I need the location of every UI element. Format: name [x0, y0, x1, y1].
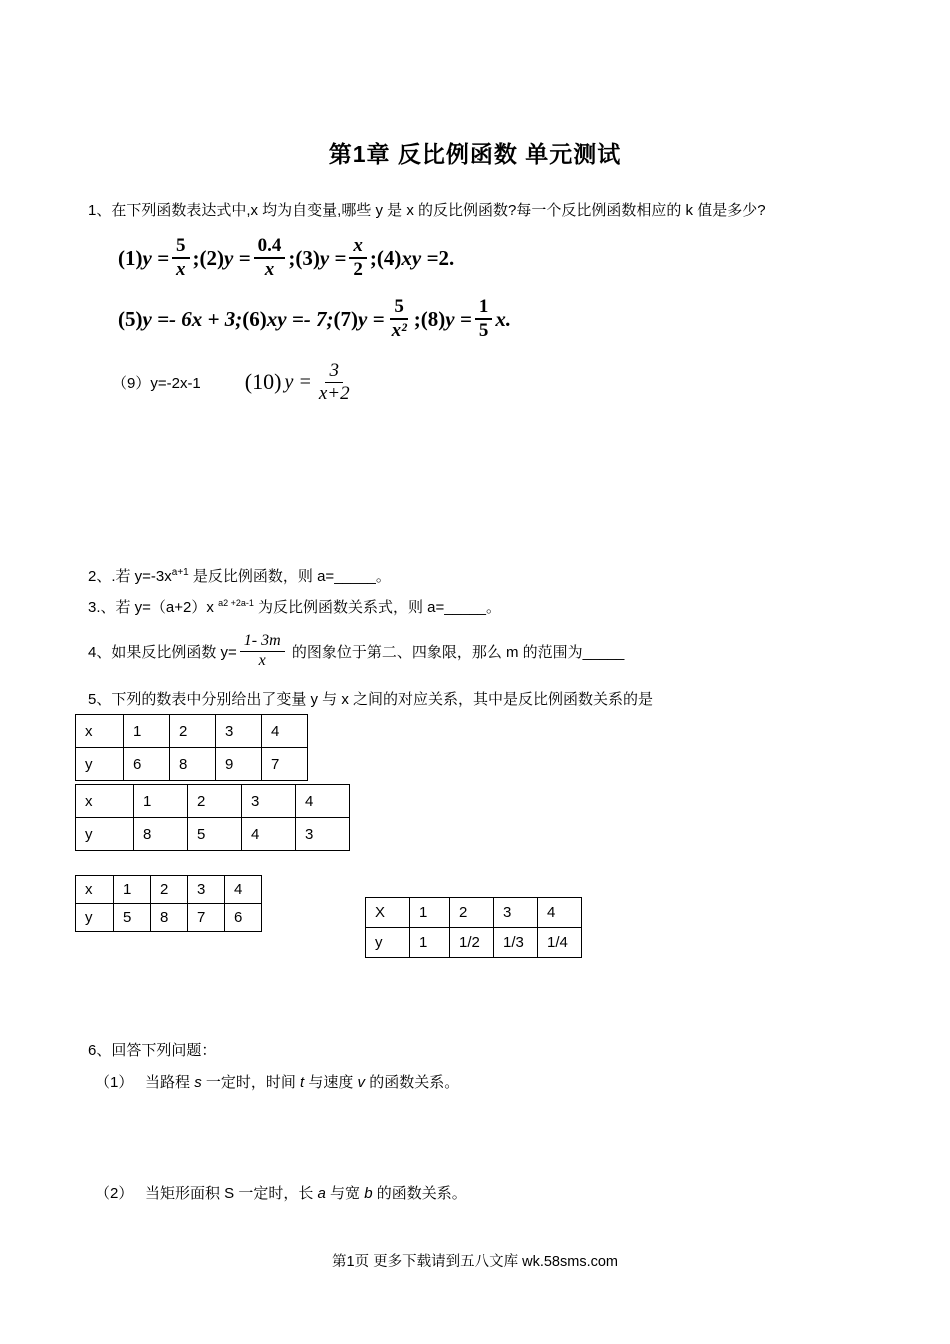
variable-b: b [364, 1185, 373, 1202]
formula-label: (5) [118, 306, 143, 331]
fraction-numerator: x [349, 235, 367, 259]
fraction-denominator: x [264, 259, 275, 280]
formula-value: x. [495, 306, 512, 331]
formula-line-3 [112, 359, 357, 404]
table-cell: y [366, 928, 410, 958]
formula-lhs: y = [319, 245, 347, 270]
question-4-pre: 4、如果反比例函数 y= [88, 643, 237, 661]
question-3-pre: 3.、若 y=（a+2）x [88, 599, 219, 616]
fraction-denominator: 2 [353, 259, 363, 280]
page-title: 第1章 反比例函数 单元测试 [328, 141, 622, 167]
table-cell: X [366, 898, 410, 928]
variable-a: a [317, 1185, 326, 1202]
table-cell: 1 [114, 876, 151, 904]
table-cell: 3 [494, 898, 538, 928]
variable-s: s [194, 1074, 202, 1091]
table-row [76, 818, 350, 851]
item-1-text: 与速度 [304, 1074, 358, 1091]
table-cell: 5 [188, 818, 242, 851]
table-cell: 3 [188, 876, 225, 904]
table-cell: 2 [170, 715, 216, 748]
formula-label: (4) [376, 245, 402, 270]
table-row [366, 928, 582, 958]
table-cell: 9 [216, 748, 262, 781]
fraction [475, 296, 493, 342]
table-row [76, 785, 350, 818]
table-cell: 1 [134, 785, 188, 818]
formula-lhs: y = [224, 245, 251, 270]
table-cell: y [76, 904, 114, 932]
fraction-denominator: x [176, 259, 186, 280]
formula-label: (1) [118, 245, 143, 270]
fraction [315, 360, 354, 405]
item-1-text: （1） 当路程 [95, 1074, 195, 1091]
table-row [76, 715, 308, 748]
fraction-denominator: x [258, 651, 266, 669]
fraction-denominator: x² [391, 320, 407, 341]
item-2-text: 与宽 [325, 1185, 365, 1202]
formula-separator: ; [192, 245, 200, 270]
question-2-post: 是反比例函数，则 a=_____。 [188, 568, 391, 585]
formula-lhs: y = [358, 306, 385, 331]
table-cell: 4 [296, 785, 350, 818]
fraction [240, 632, 285, 670]
formula-line-2 [118, 296, 511, 342]
table-cell: x [76, 876, 114, 904]
item-1-text: 的函数关系。 [365, 1074, 460, 1091]
table-cell: 4 [225, 876, 262, 904]
fraction [349, 235, 367, 281]
table-cell: x [76, 785, 134, 818]
question-6-title: 6、回答下列问题： [88, 1042, 217, 1059]
fraction-numerator: 5 [172, 235, 190, 259]
table-row [76, 876, 262, 904]
page-footer: 第1页 更多下载请到五八文库 wk.58sms.com [332, 1254, 618, 1270]
table-cell: 1/3 [494, 928, 538, 958]
formula-line-1 [118, 234, 454, 282]
question-4-text [88, 630, 624, 672]
formula-expression: y =- 6x + 3; [142, 306, 243, 331]
table-cell: 2 [450, 898, 494, 928]
table-cell: 3 [216, 715, 262, 748]
table-4 [365, 897, 582, 958]
table-cell: 5 [114, 904, 151, 932]
question-2-pre: 2、.若 y=-3x [88, 568, 172, 585]
formula-label: (10) [244, 369, 282, 394]
item-1-text: 一定时，时间 [201, 1074, 301, 1091]
item-2-text: 的函数关系。 [372, 1185, 467, 1202]
table-cell: 4 [262, 715, 308, 748]
table-1 [75, 714, 308, 781]
table-cell: 3 [242, 785, 296, 818]
question-1-text: 1、在下列函数表达式中,x 均为自变量,哪些 y 是 x 的反比例函数?每一个反比例函数相应的 k 值是多少? [88, 202, 766, 219]
table-cell: 6 [124, 748, 170, 781]
table-cell: 1/2 [450, 928, 494, 958]
table-cell: 7 [262, 748, 308, 781]
formula-label: (7) [333, 306, 359, 331]
formula-label: (6) [242, 306, 267, 331]
fraction-numerator: 0.4 [254, 235, 286, 259]
formula-label: (8) [420, 306, 446, 331]
question-5-text: 5、下列的数表中分别给出了变量 y 与 x 之间的对应关系，其中是反比例函数关系的是 [88, 691, 654, 708]
variable-v: v [357, 1074, 366, 1091]
question-6-item-1 [95, 1072, 459, 1094]
fraction [388, 296, 411, 342]
question-4-post: 的图象位于第二、四象限，那么 m 的范围为_____ [287, 643, 625, 661]
formula-lhs: y = [284, 370, 312, 393]
fraction [172, 235, 190, 281]
table-cell: 3 [296, 818, 350, 851]
table-cell: 8 [134, 818, 188, 851]
table-row [76, 904, 262, 932]
question-3-post: 为反比例函数关系式，则 a=_____。 [253, 599, 501, 616]
table-cell: 7 [188, 904, 225, 932]
table-cell: 1 [410, 898, 450, 928]
table-row [366, 898, 582, 928]
formula-label: (3) [295, 245, 320, 270]
formula-separator: ; [413, 306, 421, 331]
formula-separator: ; [369, 245, 377, 270]
formula-lhs: y = [445, 306, 472, 331]
item-2-text: （2） 当矩形面积 S 一定时，长 [95, 1185, 318, 1202]
table-cell: 2 [151, 876, 188, 904]
table-cell: 4 [538, 898, 582, 928]
table-cell: 6 [225, 904, 262, 932]
fraction-denominator: x+2 [318, 382, 350, 404]
fraction-numerator: 1- 3m [240, 632, 285, 651]
table-cell: 4 [242, 818, 296, 851]
table-cell: 1/4 [538, 928, 582, 958]
formula-expression: xy =- 7; [266, 306, 334, 331]
fraction-numerator: 5 [390, 296, 408, 320]
fraction-denominator: 5 [478, 320, 489, 341]
table-cell: y [76, 748, 124, 781]
table-cell: 8 [151, 904, 188, 932]
table-cell: 2 [188, 785, 242, 818]
table-cell: 1 [410, 928, 450, 958]
question-2-text [88, 566, 391, 588]
variable-t: t [300, 1074, 305, 1091]
question-3-text [88, 597, 501, 619]
table-cell: 8 [170, 748, 216, 781]
fraction-numerator: 3 [325, 360, 343, 383]
table-cell: y [76, 818, 134, 851]
formula-label: (2) [199, 245, 225, 270]
fraction [254, 235, 286, 281]
table-3 [75, 875, 262, 932]
formula-9: （9）y=-2x-1 [112, 374, 201, 392]
formula-lhs: xy = [401, 245, 439, 270]
formula-value: 2. [438, 245, 455, 270]
formula-lhs: y = [142, 245, 170, 270]
fraction-numerator: 1 [475, 296, 493, 320]
question-2-exponent: a+1 [171, 567, 189, 578]
table-cell: x [76, 715, 124, 748]
question-3-exponent: a2 +2a-1 [218, 598, 254, 608]
formula-separator: ; [288, 245, 296, 270]
table-cell: 1 [124, 715, 170, 748]
question-6-item-2 [95, 1183, 467, 1205]
table-2 [75, 784, 350, 851]
table-row [76, 748, 308, 781]
